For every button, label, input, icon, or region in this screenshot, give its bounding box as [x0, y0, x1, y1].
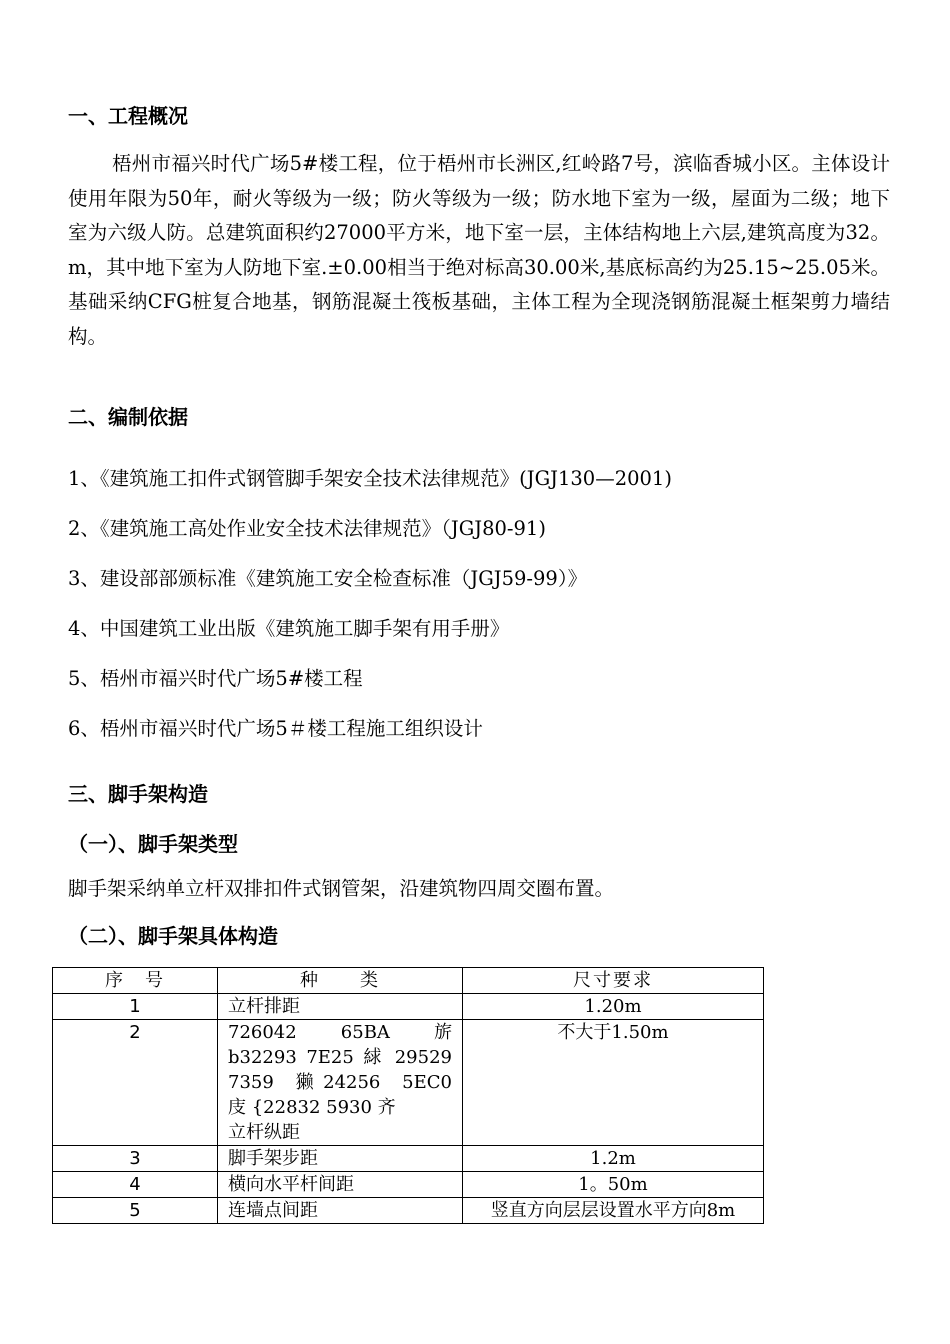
project-overview-paragraph: 梧州市福兴时代广场5#楼工程，位于梧州市长洲区,红岭路7号，滨临香城小区。主体设计使用年限为50年，耐火等级为一级；防火等级为一级；防水地下室为一级，屋面为二级；地下室为六级人防。总建筑面积约27000平方米，地下室一层，主体结构地上六层,建筑高度为32。m，其中地下室为人防地下室.±0.00相当于绝对标高30.00米,基底标高约为25.15~25.05米。基础采纳CFG桩复合地基，钢筋混凝土筏板基础，主体工程为全现浇钢筋混凝土框架剪力墙结构。	[68, 152, 890, 348]
row-number: 4	[53, 1172, 218, 1198]
row-type: 横向水平杆间距	[218, 1172, 463, 1198]
table-row	[53, 1146, 764, 1172]
garbled-line: b32293 7E25 絿 29529	[228, 1047, 452, 1068]
row-type-garbled	[218, 1020, 463, 1146]
garbled-line: 庋 {22832 5930 齐	[228, 1097, 396, 1118]
row-number: 3	[53, 1146, 218, 1172]
reference-item: 3、建设部部颁标准《建筑施工安全检查标准（JGJ59-99）》	[68, 567, 588, 590]
table-row	[53, 1172, 764, 1198]
row-type: 立杆排距	[218, 994, 463, 1020]
table-row	[53, 1198, 764, 1224]
reference-item: 6、梧州市福兴时代广场5＃楼工程施工组织设计	[68, 717, 483, 740]
row-type: 立杆纵距	[228, 1122, 300, 1143]
row-number: 1	[53, 994, 218, 1020]
garbled-line: 726042 65BA 旂	[228, 1022, 452, 1043]
table-row	[53, 994, 764, 1020]
table-header-row	[53, 968, 764, 994]
header-type: 种 类	[218, 968, 463, 994]
row-size: 竖直方向层层设置水平方向8m	[463, 1198, 764, 1224]
row-type: 脚手架步距	[218, 1146, 463, 1172]
header-size: 尺寸要求	[463, 968, 764, 994]
scaffold-type-text: 脚手架采纳单立杆双排扣件式钢管架，沿建筑物四周交圈布置。	[68, 877, 615, 900]
section-2-title: 二、编制依据	[68, 405, 188, 429]
scaffold-detail-heading: （二）、脚手架具体构造	[68, 924, 278, 948]
scaffold-spec-table	[52, 967, 764, 1224]
table-row	[53, 1020, 764, 1146]
row-size: 不大于1.50m	[463, 1020, 764, 1146]
reference-item: 1、《建筑施工扣件式钢管脚手架安全技术法律规范》(JGJ130—2001)	[68, 467, 672, 490]
row-size: 1.20m	[463, 994, 764, 1020]
header-number: 序 号	[53, 968, 218, 994]
section-1-title: 一、工程概况	[68, 104, 188, 128]
garbled-line: 7359 獭 24256 5EC0	[228, 1072, 452, 1093]
reference-item: 2、《建筑施工高处作业安全技术法律规范》（JGJ80-91)	[68, 517, 546, 540]
row-size: 1.2m	[463, 1146, 764, 1172]
reference-item: 5、梧州市福兴时代广场5#楼工程	[68, 667, 363, 690]
scaffold-type-heading: （一）、脚手架类型	[68, 832, 238, 856]
row-type: 连墙点间距	[218, 1198, 463, 1224]
reference-item: 4、中国建筑工业出版《建筑施工脚手架有用手册》	[68, 617, 510, 640]
section-3-title: 三、脚手架构造	[68, 782, 208, 806]
row-size: 1。50m	[463, 1172, 764, 1198]
row-number: 2	[53, 1020, 218, 1146]
row-number: 5	[53, 1198, 218, 1224]
